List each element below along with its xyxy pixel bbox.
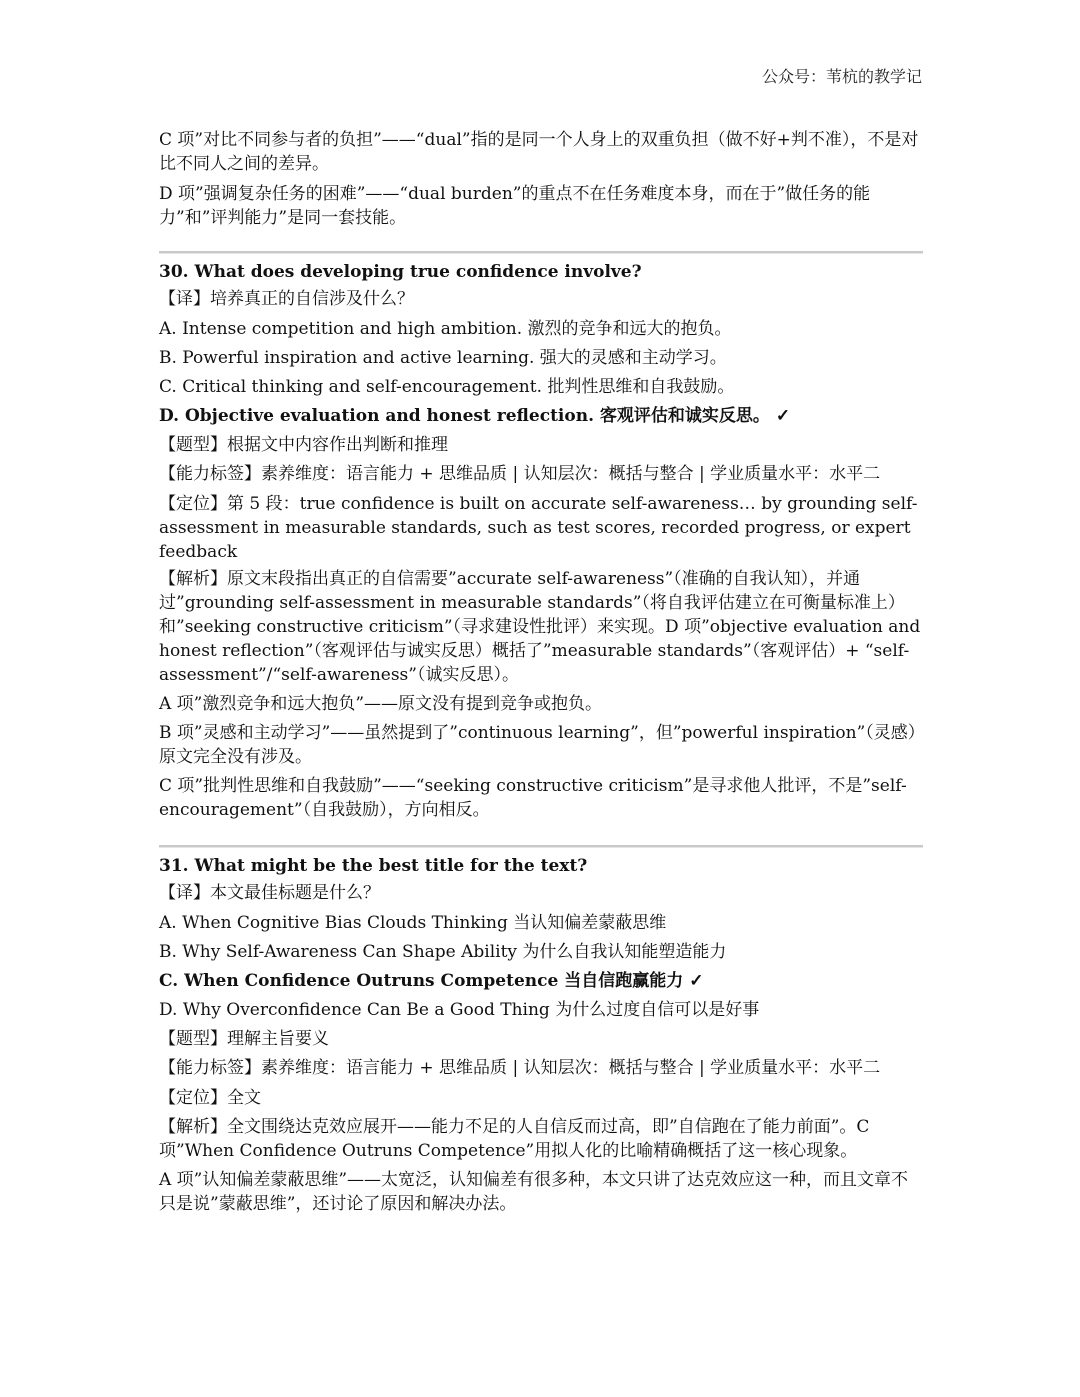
analysis: 【解析】原文末段指出真正的自信需要”accurate self-awareness”（准确的自我认知），并通过”grounding self-assessment in measurable standards”（将自我评估建立在可衡量标准上）和”seeking constructive criticism”（寻求建设性批评）来实现。D 项”objective evaluation and honest reflection”（客观评估与诚实反思）概括了”measurable standards”（客观评估）+ “self-assessment”/“self-awareness”（诚实反思）。 bbox=[159, 569, 921, 685]
ability-tag: 【能力标签】素养维度：语言能力 + 思维品质 | 认知层次：概括与整合 | 学业质量水平：水平二 bbox=[159, 1058, 881, 1078]
location: 【定位】全文 bbox=[159, 1088, 261, 1108]
translation: 【译】培养真正的自信涉及什么？ bbox=[159, 289, 414, 309]
option-d: D. Why Overconfidence Can Be a Good Thing 为什么过度自信可以是好事 bbox=[159, 1000, 760, 1020]
correct-answer: D. Objective evaluation and honest reflection. 客观评估和诚实反思。 bbox=[159, 406, 770, 426]
question-type: 【题型】理解主旨要义 bbox=[159, 1029, 329, 1049]
question-title: 31. What might be the best title for the text? bbox=[159, 856, 588, 876]
option-c-correct bbox=[159, 969, 923, 993]
checkmark-icon: ✓ bbox=[689, 971, 704, 991]
section-divider bbox=[159, 251, 923, 254]
question-type: 【题型】根据文中内容作出判断和推理 bbox=[159, 435, 448, 455]
option-d-correct bbox=[159, 404, 923, 428]
previous-question-notes bbox=[159, 128, 923, 230]
note-a: A 项”激烈竞争和远大抱负”——原文没有提到竞争或抱负。 bbox=[159, 694, 603, 714]
option-c-note: C 项”对比不同参与者的负担”——“dual”指的是同一个人身上的双重负担（做不好+判不准），不是对比不同人之间的差异。 bbox=[159, 130, 919, 174]
ability-tag: 【能力标签】素养维度：语言能力 + 思维品质 | 认知层次：概括与整合 | 学业质量水平：水平二 bbox=[159, 464, 881, 484]
option-a: A. When Cognitive Bias Clouds Thinking 当认知偏差蒙蔽思维 bbox=[159, 913, 667, 933]
note-b: B 项”灵感和主动学习”——虽然提到了”continuous learning”，但”powerful inspiration”（灵感）原文完全没有涉及。 bbox=[159, 723, 917, 767]
question-30 bbox=[159, 260, 923, 822]
option-c: C. Critical thinking and self-encouragement. 批判性思维和自我鼓励。 bbox=[159, 377, 735, 397]
section-divider bbox=[159, 845, 923, 848]
correct-answer: C. When Confidence Outruns Competence 当自信跑赢能力 bbox=[159, 971, 684, 991]
question-31 bbox=[159, 854, 923, 1216]
checkmark-icon: ✓ bbox=[775, 406, 791, 426]
note-a: A 项”认知偏差蒙蔽思维”——太宽泛，认知偏差有很多种，本文只讲了达克效应这一种，而且文章不只是说”蒙蔽思维”，还讨论了原因和解决办法。 bbox=[159, 1170, 909, 1214]
option-a: A. Intense competition and high ambition. 激烈的竞争和远大的抱负。 bbox=[159, 319, 732, 339]
option-d-note: D 项”强调复杂任务的困难”——“dual burden”的重点不在任务难度本身，而在于”做任务的能力”和”评判能力”是同一套技能。 bbox=[159, 184, 871, 228]
analysis: 【解析】全文围绕达克效应展开——能力不足的人自信反而过高，即”自信跑在了能力前面”。C 项”When Confidence Outruns Competence”用拟人化的比喻精确概括了这一核心现象。 bbox=[159, 1117, 870, 1161]
account-header: 公众号：苇杭的教学记 bbox=[761, 67, 922, 86]
option-b: B. Powerful inspiration and active learning. 强大的灵感和主动学习。 bbox=[159, 348, 727, 368]
translation: 【译】本文最佳标题是什么？ bbox=[159, 883, 380, 903]
question-title: 30. What does developing true confidence involve? bbox=[159, 262, 642, 282]
option-b: B. Why Self-Awareness Can Shape Ability 为什么自我认知能塑造能力 bbox=[159, 942, 727, 962]
location: 【定位】第 5 段：true confidence is built on accurate self-awareness… by grounding self-assessment in measurable standards, such as test scores, recorded progress, or expert feedback bbox=[159, 494, 918, 562]
note-c: C 项”批判性思维和自我鼓励”——“seeking constructive criticism”是寻求他人批评，不是”self-encouragement”（自我鼓励），方向相反。 bbox=[159, 776, 907, 820]
